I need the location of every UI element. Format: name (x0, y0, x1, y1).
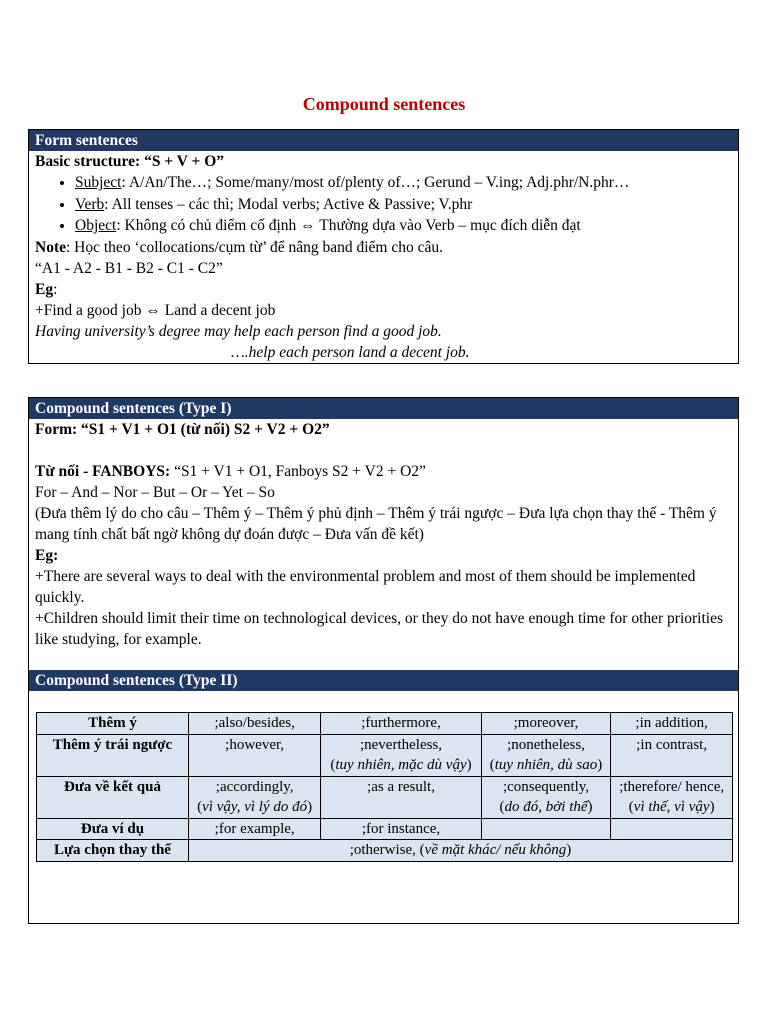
cell-text: ;for instance, (361, 820, 441, 837)
section-header-type1: Compound sentences (Type I) (29, 398, 738, 419)
row-label: Đưa về kết quả (37, 776, 189, 818)
cell-meaning: do đó, bởi thế (504, 799, 588, 815)
cell-meaning: tuy nhiên, mặc dù vậy (335, 757, 467, 773)
cell-meaning: vì vậy, vì lý do đó (202, 799, 308, 815)
table-cell (481, 818, 611, 840)
table-cell (321, 818, 481, 840)
list-item-object (75, 215, 732, 237)
list-item-verb (75, 194, 732, 216)
note-label: Note (35, 238, 66, 256)
type1-content (29, 419, 738, 650)
table-row (37, 776, 733, 818)
cell-text: ;nonetheless, (507, 736, 585, 753)
eg-label-2: Eg: (35, 547, 59, 564)
cell-meaning: về mặt khác/ nếu không (424, 842, 567, 858)
cell-meaning: vì thế, vì vậy (633, 799, 710, 815)
table-cell (321, 713, 481, 735)
row-label: Lựa chọn thay thế (37, 840, 189, 862)
table-cell: ;accordingly, (vì vậy, vì lý do đó) (189, 776, 321, 818)
table-cell: ;consequently, (do đó, bởi thế) (481, 776, 611, 818)
form-sentences-content (29, 151, 738, 363)
cell-text: ;moreover, (513, 715, 579, 731)
cell-text: ;in addition, (635, 715, 708, 731)
subject-text: : A/An/The…; Some/many/most of/plenty of…; Gerund – V.ing; Adj.phr/N.phr… (121, 174, 630, 191)
table-cell-wide: ;otherwise, (về mặt khác/ nếu không) (189, 840, 733, 862)
basic-structure-value: “S + V + O” (144, 153, 225, 170)
example-line-1: +Find a good job ⇔ Land a decent job (35, 301, 276, 319)
cell-text: ;as a result, (367, 778, 435, 795)
cell-text: ;otherwise, (349, 842, 420, 858)
table-cell (611, 818, 733, 840)
page-title: Compound sentences (302, 94, 466, 114)
verb-term: Verb (75, 195, 105, 213)
table-row (37, 734, 733, 776)
list-item-subject (75, 172, 732, 194)
cell-text: ;therefore/ hence, (619, 778, 725, 795)
fanboys-list: For – And – Nor – But – Or – Yet – So (35, 484, 275, 501)
table-cell (189, 713, 321, 735)
component-list (35, 172, 732, 237)
cell-text: ;in contrast, (636, 736, 708, 753)
object-text: : Không có chủ điểm cố định ⇔ Thường dựa vào Verb – mục đích diễn đạt (116, 217, 581, 234)
fanboys-meaning: (Đưa thêm lý do cho câu – Thêm ý – Thêm ý phủ định – Thêm ý trái ngược – Đưa lựa chọn thay thế - Thêm ý mang tính chất bất ngờ không dự đoán được – Đưa vấn đề kết) (35, 505, 717, 543)
cell-text: ;accordingly, (215, 778, 294, 795)
verb-text: : All tenses – các thì; Modal verbs; Active & Passive; V.phr (104, 195, 473, 213)
example-line-3: ….help each person land a decent job. (231, 343, 470, 361)
cell-text: ;for example, (214, 820, 295, 837)
cell-text: ;consequently, (502, 778, 590, 795)
cell-text: ;nevertheless, (359, 736, 443, 753)
table-cell (321, 776, 481, 818)
basic-structure-line (35, 151, 732, 172)
section-header-type2: Compound sentences (Type II) (29, 670, 738, 691)
table-cell: ;therefore/ hence, (vì thế, vì vậy) (611, 776, 733, 818)
example-1: +There are several ways to deal with the environmental problem and most of them should be implemented quickly. (35, 568, 696, 606)
note-text: : Học theo ‘collocations/cụm từ’ để nâng band điểm cho câu. (66, 238, 443, 256)
subject-term: Subject (75, 174, 122, 191)
eg-colon: : (53, 280, 58, 298)
table-cell: ;nonetheless, (tuy nhiên, dù sao) (481, 734, 611, 776)
eg-label: Eg (35, 280, 54, 298)
basic-structure-label: Basic structure: (35, 153, 141, 170)
object-term: Object (75, 217, 117, 234)
table-cell (189, 818, 321, 840)
note-line (35, 237, 732, 258)
table-cell (611, 713, 733, 735)
section-header-form: Form sentences (29, 130, 738, 151)
table-cell (189, 734, 321, 776)
table-cell (611, 734, 733, 776)
cell-text: ;furthermore, (361, 715, 441, 731)
row-label: Thêm ý trái ngược (37, 734, 189, 776)
compound-sentences-box (28, 397, 739, 924)
table-row (37, 713, 733, 735)
table-cell: ;nevertheless, (tuy nhiên, mặc dù vậy) (321, 734, 481, 776)
fanboys-label: Từ nối - FANBOYS: (35, 463, 171, 480)
cell-meaning: tuy nhiên, dù sao (494, 757, 598, 773)
table-row (37, 840, 733, 862)
cell-text: ;also/besides, (214, 715, 295, 731)
example-line-2: Having university’s degree may help each person find a good job. (35, 322, 442, 340)
fanboys-value: “S1 + V1 + O1, Fanboys S2 + V2 + O2” (170, 463, 426, 480)
eg-line (35, 279, 732, 300)
row-label: Thêm ý (37, 713, 189, 735)
table-cell (481, 713, 611, 735)
form-sentences-box (28, 129, 739, 364)
cell-text: ;however, (225, 736, 285, 753)
connector-table (36, 712, 733, 862)
row-label: Đưa ví dụ (37, 818, 189, 840)
form-line: Form: “S1 + V1 + O1 (từ nối) S2 + V2 + O2” (35, 421, 330, 438)
levels-line: “A1 - A2 - B1 - B2 - C1 - C2” (35, 259, 223, 277)
example-2: +Children should limit their time on technological devices, or they do not have enough time for other priorities like studying, for example. (35, 610, 724, 648)
table-row (37, 818, 733, 840)
fanboys-line (35, 461, 732, 482)
blank-line (35, 440, 732, 461)
